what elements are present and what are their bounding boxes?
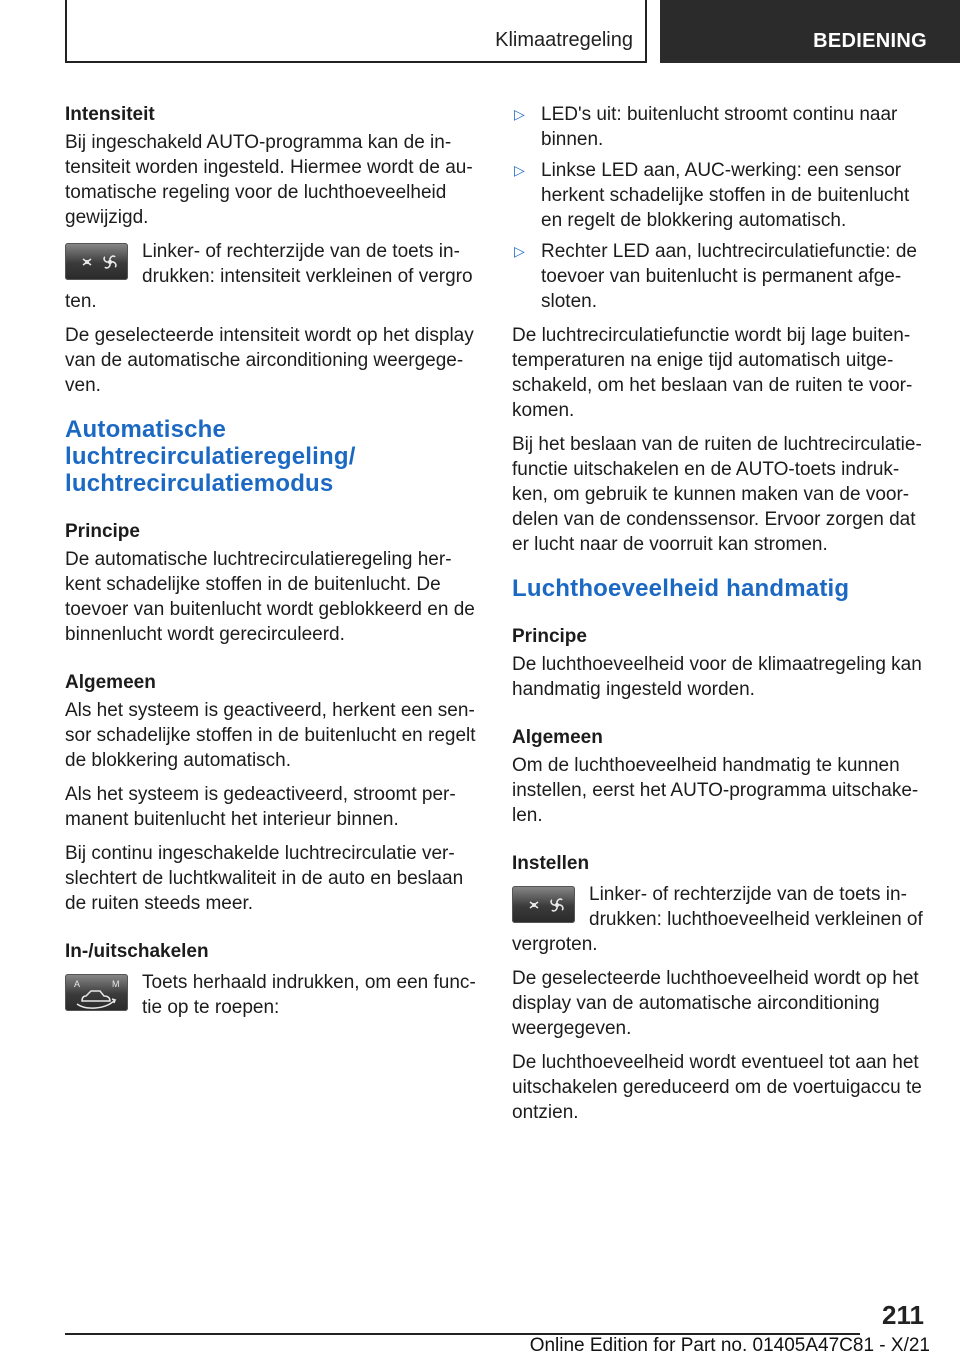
instruction-text: Linker- of rechterzijde van de toets indrukken: luchthoeveelheid verkleinen of	[589, 884, 923, 930]
svg-text:A: A	[74, 979, 81, 989]
section-heading: Luchthoeveelheid handmatig	[512, 575, 850, 602]
right-column	[512, 102, 928, 1134]
list-item: ▷ LED's uit: buitenlucht stroomt continu naar binnen.	[514, 104, 898, 150]
header-section-box	[65, 0, 647, 63]
paragraph: Bij ingeschakeld AUTO-programma kan de intensiteit worden ingesteld. Hiermee wordt de automatische regeling voor de luchthoeveelheid gewijzigd.	[65, 132, 473, 228]
fan-button-icon	[65, 243, 128, 280]
triangle-bullet-icon: ▷	[514, 243, 525, 259]
instruction-fan-button	[65, 239, 481, 314]
paragraph: Als het systeem is gedeactiveerd, stroomt permanent buitenlucht het interieur binnen.	[65, 784, 456, 830]
bullet-list	[512, 102, 928, 314]
instruction-text: Toets herhaald indrukken, om een functie op te roepen:	[142, 972, 476, 1018]
subheading-instellen: Instellen	[512, 853, 590, 874]
paragraph: De automatische luchtrecirculatieregeling herkent schadelijke stoffen in de buitenlucht. De toevoer van buitenlucht wordt geblokkeerd en de binnenlucht wordt gerecirculeerd.	[65, 549, 475, 645]
instruction-text: Linker- of rechterzijde van de toets indrukken: intensiteit verkleinen of vergro	[142, 241, 473, 287]
instruction-recirc-button	[65, 970, 481, 1020]
paragraph: Om de luchthoeveelheid handmatig te kunnen instellen, eerst het AUTO-programma uitschakelen.	[512, 755, 919, 826]
paragraph: Bij continu ingeschakelde luchtrecirculatie verslechtert de luchtkwaliteit in de auto en beslaan de ruiten steeds meer.	[65, 843, 464, 914]
subheading-algemeen: Algemeen	[65, 672, 156, 693]
subheading-algemeen: Algemeen	[512, 727, 603, 748]
subheading-inuitschakelen: In-/uitschakelen	[65, 941, 209, 962]
section-title: Klimaatregeling	[495, 29, 633, 51]
subheading-principe: Principe	[512, 626, 587, 647]
chapter-title: BEDIENING	[813, 30, 927, 52]
footer-edition: Online Edition for Part no. 01405A47C81 - X/21	[529, 1335, 930, 1356]
list-item: ▷ Linkse LED aan, AUC-werking: een sensor herkent schadelijke stoffen in de buitenlucht en regelt de blokkering automatisch.	[514, 160, 910, 231]
instruction-fan-button	[512, 882, 928, 957]
paragraph: De luchthoeveelheid voor de klimaatregeling kan handmatig ingesteld worden.	[512, 654, 922, 700]
triangle-bullet-icon: ▷	[514, 162, 525, 178]
paragraph: De geselecteerde intensiteit wordt op het display van de automatische airconditioning weergegeven.	[65, 325, 474, 396]
air-recirculation-button-icon	[65, 974, 128, 1011]
section-heading: Automatische luchtrecirculatieregeling/ luchtrecirculatiemodus	[65, 416, 356, 497]
instruction-text-continued: ten.	[65, 291, 97, 312]
left-column	[65, 102, 481, 1029]
paragraph: De luchthoeveelheid wordt eventueel tot aan het uitschakelen gereduceerd om de voertuigaccu te ontzien.	[512, 1052, 922, 1123]
header-chapter-box	[660, 0, 960, 63]
instruction-text-continued: vergroten.	[512, 934, 598, 955]
page-number: 211	[882, 1300, 924, 1330]
subheading-intensiteit: Intensiteit	[65, 104, 155, 125]
paragraph: De luchtrecirculatiefunctie wordt bij lage buitentemperaturen na enige tijd automatisch uitgeschakeld, om het beslaan van de ruiten te voorkomen.	[512, 325, 913, 421]
paragraph: Als het systeem is geactiveerd, herkent een sensor schadelijke stoffen in de buitenlucht en regelt de blokkering automatisch.	[65, 700, 476, 771]
subheading-principe: Principe	[65, 521, 140, 542]
paragraph: Bij het beslaan van de ruiten de luchtrecirculatiefunctie uitschakelen en de AUTO-toets indrukken, om gebruik te kunnen maken van de voordelen van de condenssensor. Ervoor zorgen dat er lucht naar de voorruit kan stromen.	[512, 434, 922, 555]
list-item: ▷ Rechter LED aan, luchtrecirculatiefunctie: de toevoer van buitenlucht is permanent afgesloten.	[514, 241, 917, 312]
paragraph: De geselecteerde luchthoeveelheid wordt op het display van de automatische airconditioning weergegeven.	[512, 968, 919, 1039]
triangle-bullet-icon: ▷	[514, 106, 525, 122]
svg-text:M: M	[112, 979, 120, 989]
fan-button-icon	[512, 886, 575, 923]
